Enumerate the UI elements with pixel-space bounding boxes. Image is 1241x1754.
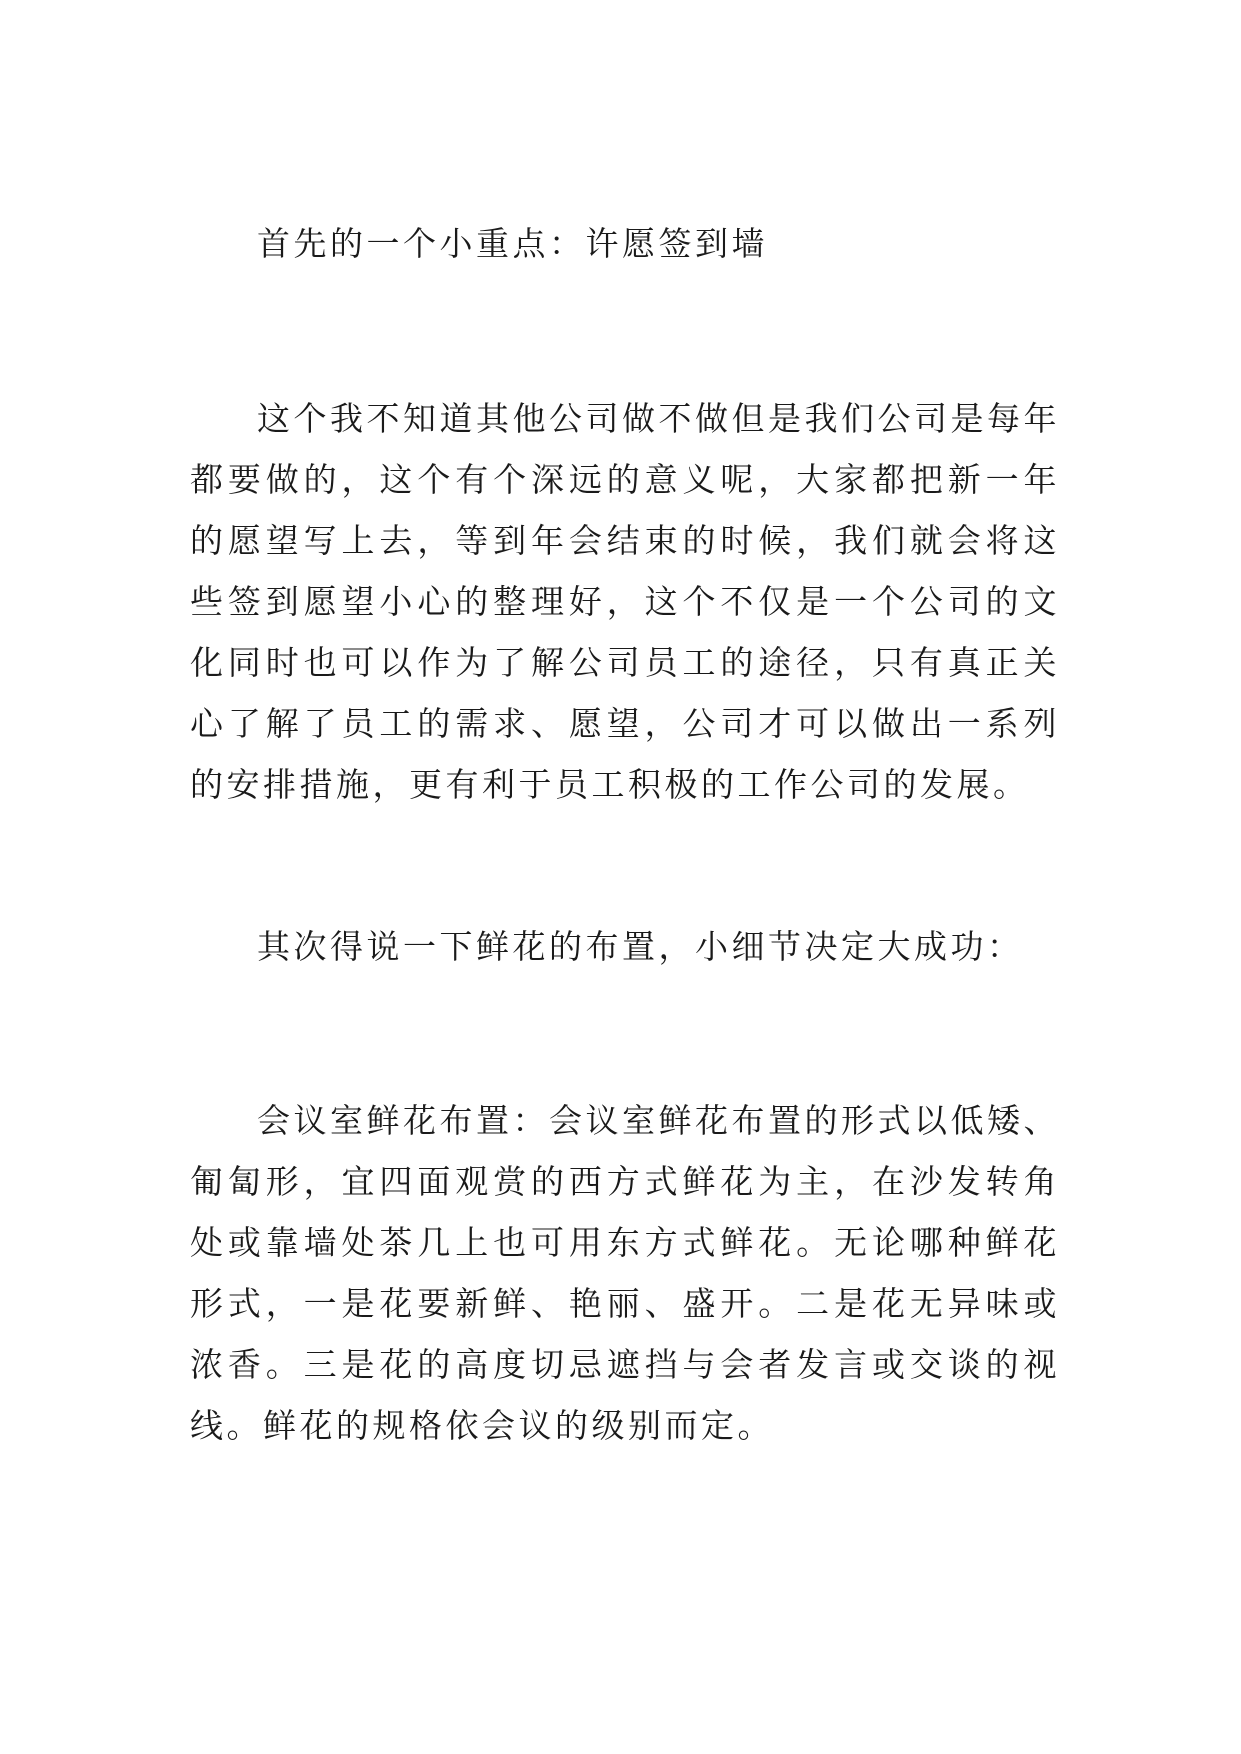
paragraph-wish-wall-heading: 首先的一个小重点：许愿签到墙 bbox=[257, 224, 768, 263]
paragraph-flowers-body: 会议室鲜花布置：会议室鲜花布置的形式以低矮、匍匐形，宜四面观赏的西方式鲜花为主，在沙发转角处或靠墙处茶几上也可用东方式鲜花。无论哪种鲜花形式，一是花要新鲜、艳丽、盛开。二是花无异味或浓香。三是花的高度切忌遮挡与会者发言或交谈的视线。鲜花的规格依会议的级别而定。 bbox=[190, 1101, 1060, 1445]
paragraph-wish-wall-body: 这个我不知道其他公司做不做但是我们公司是每年都要做的，这个有个深远的意义呢，大家都把新一年的愿望写上去，等到年会结束的时候，我们就会将这些签到愿望小心的整理好，这个不仅是一个公司的文化同时也可以作为了解公司员工的途径，只有真正关心了解了员工的需求、愿望，公司才可以做出一系列的安排措施，更有利于员工积极的工作公司的发展。 bbox=[190, 399, 1060, 804]
paragraph-flowers-heading: 其次得说一下鲜花的布置，小细节决定大成功： bbox=[257, 927, 1024, 966]
